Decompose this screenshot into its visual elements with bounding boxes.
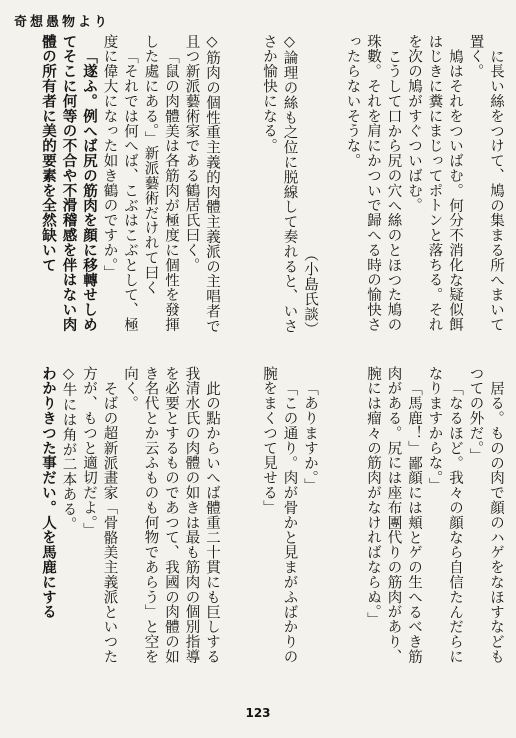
paragraph: 「鼠の肉體美は各筋肉が極度に個性を發揮した處にある。」新派藝術だけれて曰く	[142, 34, 179, 332]
running-header: 奇想愚物より	[14, 14, 111, 30]
paragraph: こうして口から尻の穴へ絲のとほつた鳩の珠數。それを肩にかついで歸へる時の愉快さったらないそうな。	[344, 34, 402, 332]
text-block-top-middle	[220, 34, 320, 336]
paragraph: ◇論理の絲も之位に脱線して奏れると、いささか愉快になる。	[261, 34, 298, 334]
paragraph: 「馬鹿！」鄙顔には頬とゲの生へるべき筋肉がある。尻には座布團代りの筋肉があり、腕には瘤々の筋肉がなければならぬ。」	[365, 366, 422, 664]
paragraph: 「なるほど。我々の顔なら自信たんだらになりますからな。」	[426, 366, 463, 664]
paragraph: 鳩はそれをついばむ。何分不消化な疑似餌はじきに糞にまじってポトンと落ちる。それを次の鳩がすぐついばむ。	[406, 34, 463, 332]
text-block-bottom-right	[330, 366, 506, 666]
page-number: 123	[245, 706, 271, 720]
paragraph: わかりきつた事だい。人を馬鹿にする	[40, 366, 57, 620]
paragraph: 此の點からいへば體重二十貫にも巨しする我清水氏の肉體の如きは最も筋肉の個別指導を必要とするものであつて、我國の肉體の如き名代とか云ふものも何物であらう」と空を向く。	[122, 366, 220, 664]
paragraph: 「この通り。肉が骨かと見まがふばかりの腕をまくつて見せる」	[261, 366, 298, 664]
text-block-bottom-middle	[220, 366, 320, 666]
paragraph: ◇筋肉の個性重主義的肉體主義派の主唱者で且つ新派藝術家である鶴居氏曰く。	[183, 34, 220, 334]
text-block-top-right	[330, 34, 506, 336]
paragraph: 「それでは何へば、こぶはこぶとして、極度に偉大になった如き鶴のですか。」	[101, 34, 138, 332]
paragraph: 居る。ものの肉で顔のハゲをなほすなどもつての外だ。」	[467, 366, 504, 664]
paragraph: 「ありますか。」	[302, 380, 318, 493]
paragraph: 「遂ふ。例へば尻の筋肉を顔に移轉せしめてそこに何等の不合や不滑稽感を伴はない肉體の所有者に美的要素を全然缺いて	[40, 34, 98, 332]
paragraph: （小島氏談）	[302, 246, 318, 336]
text-block-bottom-left	[14, 366, 222, 666]
paragraph: に長い絲をつけて、鳩の集まる所へまいて置く。	[467, 34, 504, 332]
text-block-top-left	[14, 34, 222, 336]
paragraph: そばの超新派畫家「骨骼美主義派といつた方が、もつと適切だよ。」	[81, 366, 118, 664]
paragraph: ◇牛には角が二本ある。	[60, 366, 77, 532]
